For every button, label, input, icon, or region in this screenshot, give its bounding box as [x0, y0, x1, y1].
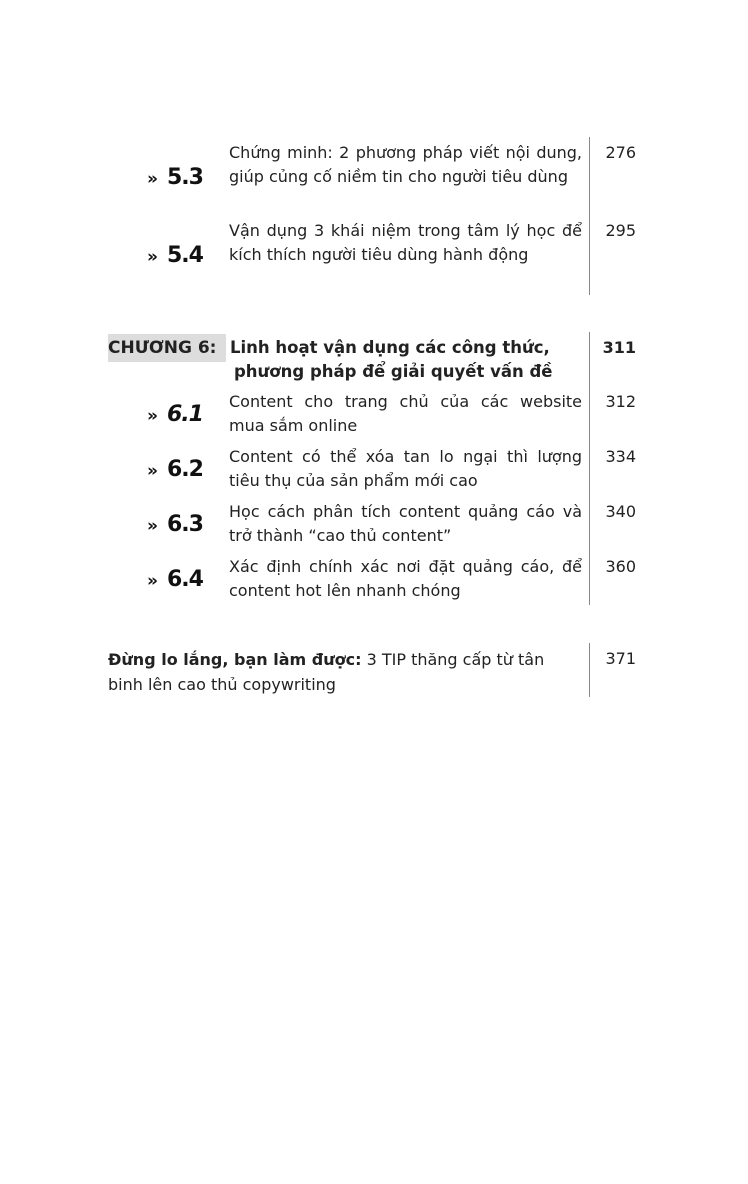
chapter-title-line: Linh hoạt vận dụng các công thức,: [230, 338, 550, 357]
arrow-icon: »: [147, 169, 157, 189]
page-number: 360: [605, 557, 636, 576]
toc-entry-title[interactable]: Học cách phân tích content quảng cáo và trở thành “cao thủ content”: [229, 502, 582, 545]
page-number: 340: [605, 502, 636, 521]
page-number: 276: [605, 143, 636, 162]
page-number: 312: [605, 392, 636, 411]
toc-entry-number: [147, 165, 203, 190]
page-number: 311: [602, 338, 636, 357]
page-number: 295: [605, 221, 636, 240]
closing-bold: Đừng lo lắng, bạn làm được:: [108, 650, 362, 669]
page-number: 371: [605, 649, 636, 668]
chapter-title[interactable]: [230, 336, 575, 384]
toc-entry-title[interactable]: Xác định chính xác nơi đặt quảng cáo, để content hot lên nhanh chóng: [229, 557, 582, 600]
section-number: 6.2: [166, 457, 203, 482]
divider: [589, 332, 590, 605]
chapter-title-line: phương pháp để giải quyết vấn đề: [234, 362, 553, 381]
section-number: 5.3: [166, 165, 203, 190]
closing-entry-title[interactable]: [108, 647, 568, 697]
page-number: 334: [605, 447, 636, 466]
arrow-icon: »: [147, 247, 157, 267]
toc-entry-title[interactable]: Content có thể xóa tan lo ngại thì lượng tiêu thụ của sản phẩm mới cao: [229, 447, 582, 490]
section-number: 5.4: [166, 243, 203, 268]
closing-rest: 3 TIP thăng cấp từ tân binh lên cao thủ copywriting: [108, 650, 545, 694]
divider: [589, 643, 590, 697]
chapter-label: CHƯƠNG 6:: [108, 338, 217, 358]
toc-entry-number: [147, 567, 203, 592]
section-number: 6.4: [166, 567, 203, 592]
section-number: 6.1: [166, 402, 203, 427]
toc-entry-number: [147, 457, 203, 482]
toc-entry-title[interactable]: Chứng minh: 2 phương pháp viết nội dung, giúp củng cố niềm tin cho người tiêu dùng: [229, 143, 582, 186]
arrow-icon: »: [147, 571, 157, 591]
section-number: 6.3: [166, 512, 203, 537]
toc-entry-title[interactable]: Content cho trang chủ của các website mua sắm online: [229, 392, 582, 435]
toc-entry-number: [147, 243, 203, 268]
toc-entry-number: [147, 512, 203, 537]
toc-entry-number: [147, 402, 203, 427]
arrow-icon: »: [147, 406, 157, 426]
divider: [589, 137, 590, 295]
arrow-icon: »: [147, 516, 157, 536]
toc-entry-title[interactable]: Vận dụng 3 khái niệm trong tâm lý học để kích thích người tiêu dùng hành động: [229, 221, 582, 264]
arrow-icon: »: [147, 461, 157, 481]
